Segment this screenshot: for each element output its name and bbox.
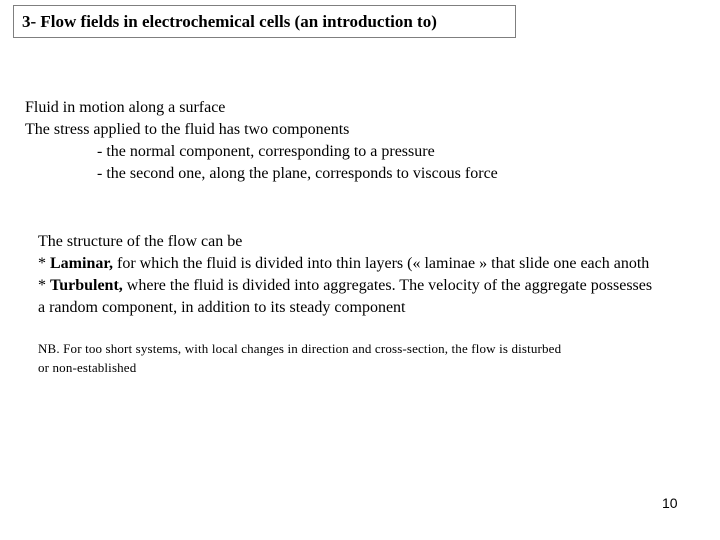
slide-title <box>13 5 516 38</box>
laminar-item <box>38 254 649 274</box>
turbulent-continuation: a random component, in addition to its steady component <box>38 299 406 316</box>
laminar-bullet: * <box>38 255 50 272</box>
turbulent-bullet: * <box>38 277 50 294</box>
intro-line-2: The stress applied to the fluid has two components <box>25 121 350 138</box>
note-line-2: or non-established <box>38 360 137 375</box>
structure-heading: The structure of the flow can be <box>38 233 243 250</box>
laminar-term: Laminar, <box>50 255 113 272</box>
intro-line-1: Fluid in motion along a surface <box>25 99 226 116</box>
turbulent-description: where the fluid is divided into aggregates. The velocity of the aggregate possesses <box>122 277 653 294</box>
turbulent-item <box>38 276 652 296</box>
intro-bullet-normal: - the normal component, corresponding to a pressure <box>97 143 435 160</box>
note-line-1: NB. For too short systems, with local changes in direction and cross-section, the flow is disturbed <box>38 341 562 356</box>
turbulent-term: Turbulent, <box>50 277 123 294</box>
slide-title-text: 3- Flow fields in electrochemical cells (an introduction to) <box>22 11 437 31</box>
page-number: 10 <box>662 495 678 511</box>
laminar-description: for which the fluid is divided into thin layers (« laminae » that slide one each anoth <box>112 255 650 272</box>
intro-bullet-viscous: - the second one, along the plane, corresponds to viscous force <box>97 165 498 182</box>
